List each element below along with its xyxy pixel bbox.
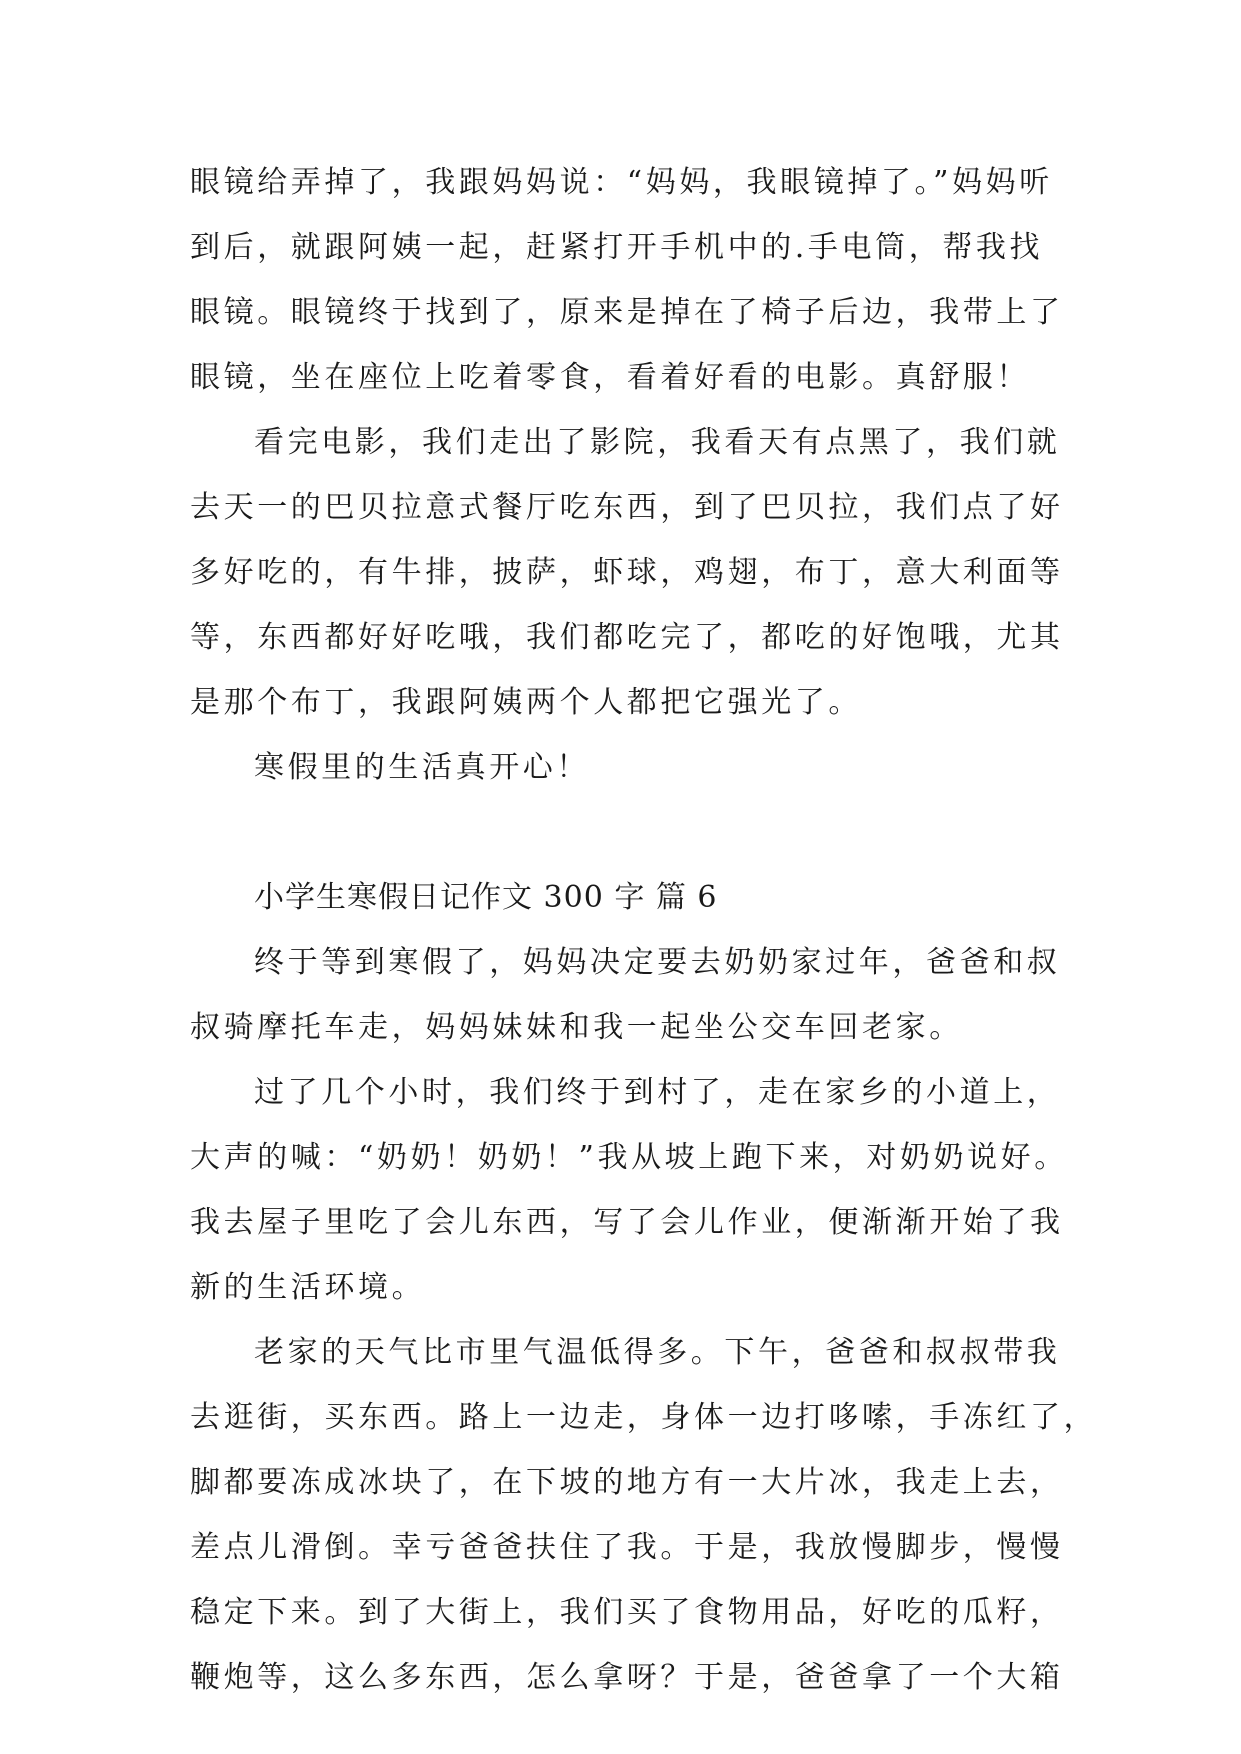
paragraph-start-line: 寒假里的生活真开心！ (254, 750, 590, 785)
text-line: 鞭炮等，这么多东西，怎么拿呀？于是，爸爸拿了一个大箱 (190, 1660, 1064, 1695)
text-line: 眼镜给弄掉了，我跟妈妈说：“妈妈，我眼镜掉了。”妈妈听 (190, 165, 1053, 200)
text-line: 大声的喊：“奶奶！奶奶！”我从坡上跑下来，对奶奶说好。 (190, 1140, 1068, 1175)
text-line: 我去屋子里吃了会儿东西，写了会儿作业，便渐渐开始了我 (190, 1205, 1064, 1240)
text-line: 稳定下来。到了大街上，我们买了食物用品，好吃的瓜籽， (190, 1595, 1064, 1630)
text-line: 是那个布丁，我跟阿姨两个人都把它强光了。 (190, 685, 862, 720)
blank-line (190, 800, 1060, 865)
section-heading: 小学生寒假日记作文 300 字 篇 6 (254, 880, 718, 915)
text-line: 去天一的巴贝拉意式餐厅吃东西，到了巴贝拉，我们点了好 (190, 490, 1064, 525)
text-line: 到后，就跟阿姨一起，赶紧打开手机中的.手电筒，帮我找 (190, 230, 1044, 265)
paragraph-start-line: 看完电影，我们走出了影院，我看天有点黑了，我们就 (254, 425, 1061, 460)
paragraph-start-line: 老家的天气比市里气温低得多。下午，爸爸和叔叔带我 (254, 1335, 1061, 1370)
text-line: 叔骑摩托车走，妈妈妹妹和我一起坐公交车回老家。 (190, 1010, 963, 1045)
text-line: 等，东西都好好吃哦，我们都吃完了，都吃的好饱哦，尤其 (190, 620, 1064, 655)
paragraph-start-line: 终于等到寒假了，妈妈决定要去奶奶家过年，爸爸和叔 (254, 945, 1061, 980)
text-line: 眼镜，坐在座位上吃着零食，看着好看的电影。真舒服！ (190, 360, 1030, 395)
text-line: 脚都要冻成冰块了，在下坡的地方有一大片冰，我走上去， (190, 1465, 1064, 1500)
text-line: 多好吃的，有牛排，披萨，虾球，鸡翅，布丁，意大利面等 (190, 555, 1064, 590)
paragraph-start-line: 过了几个小时，我们终于到村了，走在家乡的小道上， (254, 1075, 1061, 1110)
text-line: 去逛街，买东西。路上一边走，身体一边打哆嗦，手冻红了， (190, 1400, 1098, 1435)
text-line: 差点儿滑倒。幸亏爸爸扶住了我。于是，我放慢脚步，慢慢 (190, 1530, 1064, 1565)
text-line: 眼镜。眼镜终于找到了，原来是掉在了椅子后边，我带上了 (190, 295, 1064, 330)
text-line: 新的生活环境。 (190, 1270, 426, 1305)
document-body (190, 150, 1098, 1710)
